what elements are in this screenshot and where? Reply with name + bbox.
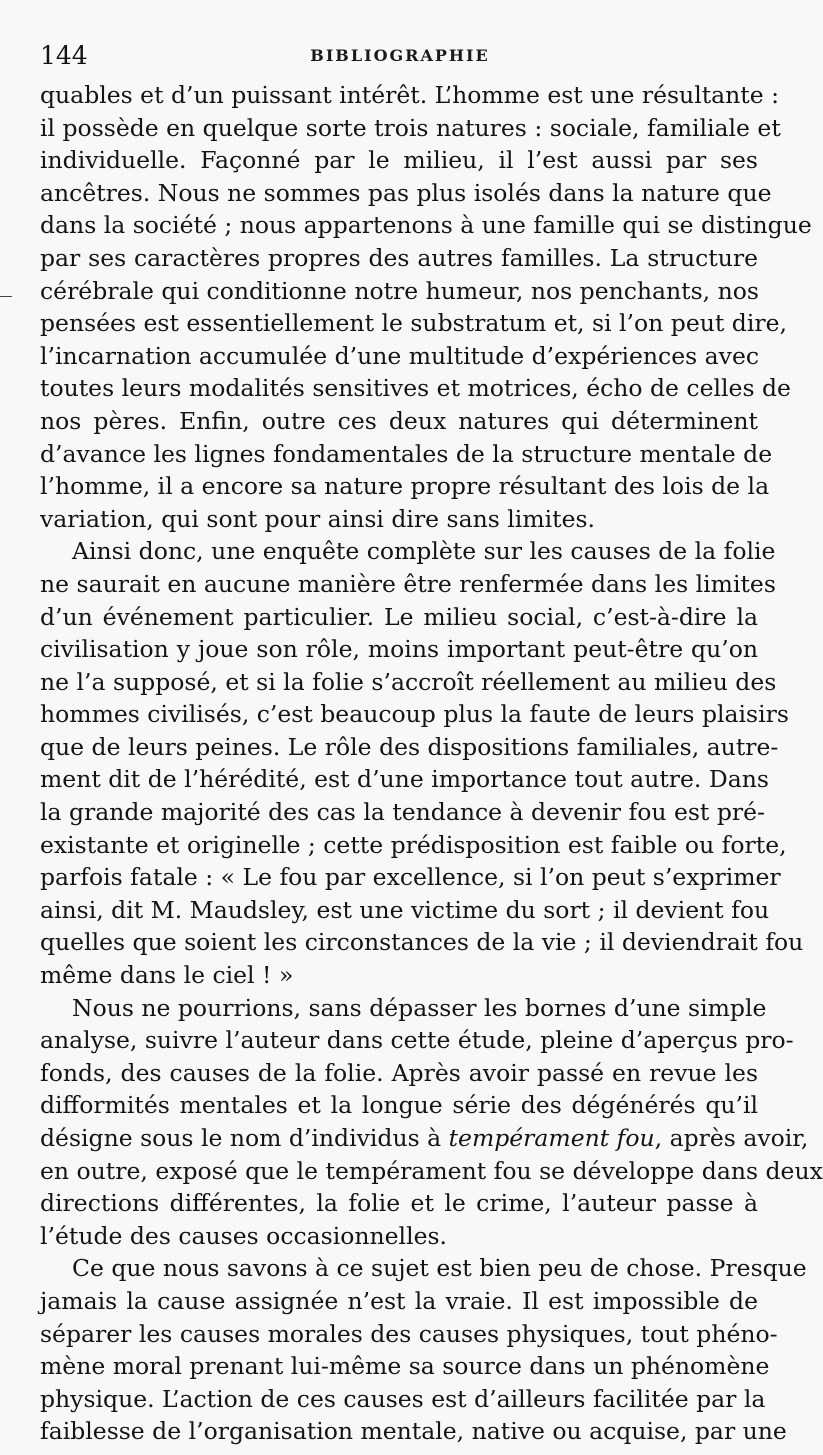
- text-line: cérébrale qui conditionne notre humeur, nos penchants, nos: [40, 276, 759, 305]
- text-line: d’avance les lignes fondamentales de la structure mentale de: [40, 439, 773, 468]
- text-line: ancêtres. Nous ne sommes pas plus isolés dans la nature que: [40, 178, 772, 207]
- text-line: ne l’a supposé, et si la folie s’accroît réellement au milieu des: [40, 667, 777, 696]
- text-line: fonds, des causes de la folie. Après avoir passé en revue les: [40, 1058, 758, 1087]
- text-line: existante et originelle ; cette prédisposition est faible ou forte,: [40, 830, 787, 859]
- text-line: ainsi, dit M. Maudsley, est une victime du sort ; il devient fou: [40, 895, 770, 924]
- text-line: toutes leurs modalités sensitives et motrices, écho de celles de: [40, 374, 791, 403]
- text-line: difformités mentales et la longue série des dégénérés qu’il: [40, 1091, 758, 1120]
- text-line: la grande majorité des cas la tendance à devenir fou est pré-: [40, 798, 765, 827]
- text-line-with-italic: [40, 1122, 809, 1155]
- paragraph-last-line: même dans le ciel ! »: [40, 961, 294, 990]
- text-line: quables et d’un puissant intérêt. L’homme est une résultante :: [40, 81, 780, 109]
- paragraph-last-line: variation, qui sont pour ainsi dire sans limites.: [40, 504, 596, 533]
- text-fragment: désigne sous le nom d’individus à: [40, 1124, 449, 1152]
- italic-term: tempérament fou: [448, 1124, 655, 1152]
- text-line: pensées est essentiellement le substratum et, si l’on peut dire,: [40, 309, 787, 338]
- text-line: analyse, suivre l’auteur dans cette étude, pleine d’aperçus pro-: [40, 1026, 794, 1055]
- text-line: l’incarnation accumulée d’une multitude d’expériences avec: [40, 341, 760, 370]
- text-line: parfois fatale : « Le fou par excellence, si l’on peut s’exprimer: [40, 863, 781, 892]
- paragraph-first-line: Ainsi donc, une enquête complète sur les causes de la folie: [72, 537, 776, 566]
- paragraph-last-line: l’étude des causes occasionnelles.: [40, 1221, 448, 1250]
- page-header: [40, 38, 760, 74]
- text-fragment: , après avoir,: [654, 1124, 809, 1152]
- text-line: civilisation y joue son rôle, moins important peut-être qu’on: [40, 635, 758, 664]
- text-line: physique. L’action de ces causes est d’ailleurs facilitée par la: [40, 1384, 766, 1413]
- text-line: jamais la cause assignée n’est la vraie. Il est impossible de: [40, 1286, 758, 1315]
- text-line: d’un événement particulier. Le milieu social, c’est-à-dire la: [40, 602, 758, 631]
- text-line: il possède en quelque sorte trois natures : sociale, familiale et: [40, 113, 781, 142]
- text-line: nos pères. Enfin, outre ces deux natures qui déterminent: [40, 406, 758, 435]
- text-line: individuelle. Façonné par le milieu, il l’est aussi par ses: [40, 146, 758, 175]
- text-line: mène moral prenant lui-même sa source dans un phénomène: [40, 1352, 770, 1381]
- text-line: l’homme, il a encore sa nature propre résultant des lois de la: [40, 472, 770, 501]
- text-line: hommes civilisés, c’est beaucoup plus la faute de leurs plaisirs: [40, 700, 789, 729]
- text-line: en outre, exposé que le tempérament fou se développe dans deux: [40, 1156, 823, 1185]
- body-text: [40, 79, 823, 1448]
- running-head: BIBLIOGRAPHIE: [310, 46, 490, 65]
- text-line: ment dit de l’hérédité, est d’une importance tout autre. Dans: [40, 765, 769, 794]
- text-line: ne saurait en aucune manière être renfermée dans les limites: [40, 569, 776, 598]
- text-line: directions différentes, la folie et le crime, l’auteur passe à: [40, 1189, 758, 1218]
- text-line: par ses caractères propres des autres familles. La structure: [40, 243, 758, 272]
- paragraph-first-line: Nous ne pourrions, sans dépasser les bornes d’une simple: [72, 993, 767, 1022]
- text-line: séparer les causes morales des causes physiques, tout phéno-: [40, 1319, 778, 1348]
- margin-mark: [0, 296, 12, 297]
- text-line: que de leurs peines. Le rôle des dispositions familiales, autre-: [40, 732, 779, 761]
- text-line: quelles que soient les circonstances de la vie ; il deviendrait fou: [40, 928, 804, 957]
- paragraph-first-line: Ce que nous savons à ce sujet est bien peu de chose. Presque: [72, 1254, 807, 1283]
- text-line: faiblesse de l’organisation mentale, native ou acquise, par une: [40, 1417, 787, 1446]
- page-number: 144: [40, 41, 88, 70]
- text-line: dans la société ; nous appartenons à une famille qui se distingue: [40, 211, 812, 240]
